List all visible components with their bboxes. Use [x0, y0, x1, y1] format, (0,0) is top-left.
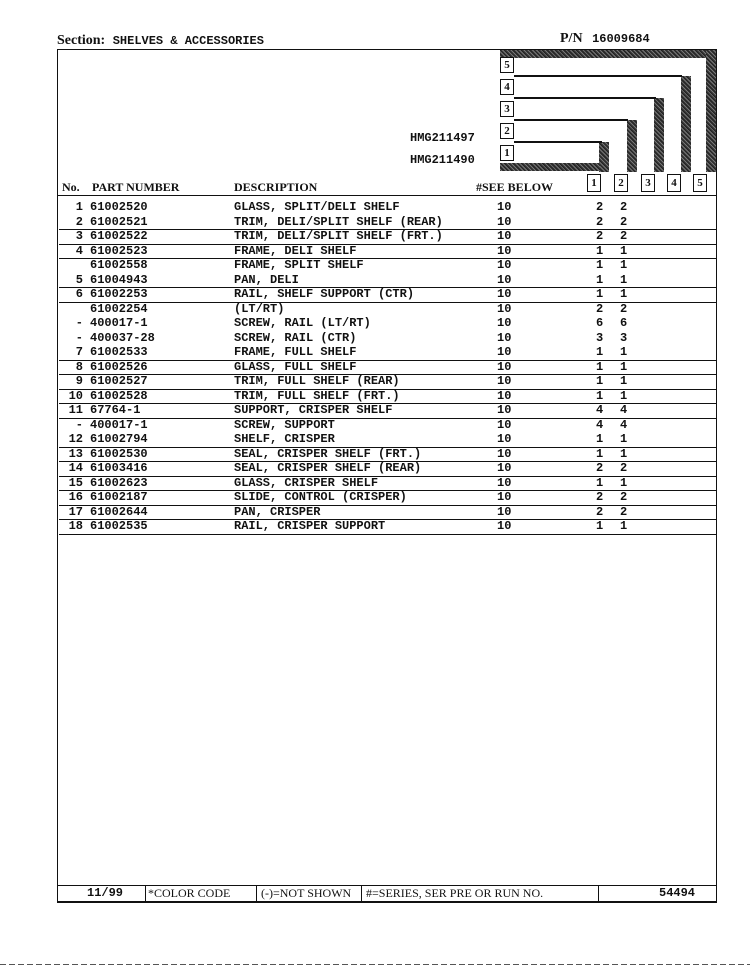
- table-row: [59, 287, 716, 303]
- row-number: 12: [68, 432, 83, 446]
- series-number: 10: [497, 200, 512, 214]
- series-number: 10: [497, 461, 512, 475]
- part-number: 400037-28: [90, 330, 155, 345]
- part-description: FRAME, SPLIT SHELF: [234, 258, 364, 272]
- model-name-2: HMG211497: [410, 131, 475, 145]
- page-bottom-rule: [0, 964, 750, 965]
- col-model-5: 5: [693, 174, 707, 192]
- table-row: [59, 316, 716, 331]
- qty-model-2: 1: [620, 519, 628, 533]
- table-row: [59, 374, 716, 390]
- part-number: 61002523: [90, 243, 148, 258]
- row-number: 5: [75, 272, 83, 287]
- qty-model-2: 1: [620, 272, 628, 287]
- qty-model-1: 4: [596, 403, 604, 417]
- series-number: 10: [497, 243, 512, 258]
- part-description: SHELF, CRISPER: [234, 432, 335, 446]
- qty-model-1: 2: [596, 490, 604, 504]
- table-row: [59, 432, 716, 448]
- series-number: 10: [497, 432, 512, 446]
- row-number: 14: [68, 461, 83, 475]
- qty-model-2: 2: [620, 229, 628, 243]
- part-description: (LT/RT): [234, 301, 285, 316]
- footer-not-shown: (-)=NOT SHOWN: [261, 886, 352, 900]
- table-row: [59, 215, 716, 231]
- part-number: 61002528: [90, 388, 148, 403]
- table-row: [59, 418, 716, 433]
- table-row: [59, 403, 716, 419]
- part-number: 61002522: [90, 229, 148, 243]
- part-description: GLASS, FULL SHELF: [234, 359, 357, 374]
- qty-model-2: 2: [620, 214, 628, 229]
- part-description: PAN, CRISPER: [234, 504, 321, 519]
- col-series: #SEE BELOW: [476, 180, 554, 194]
- footer-bar: [57, 885, 717, 902]
- leader-1: [514, 141, 602, 143]
- part-description: SCREW, RAIL (CTR): [234, 330, 357, 345]
- qty-model-2: 2: [620, 301, 628, 316]
- part-number: 61002644: [90, 504, 148, 519]
- table-row: [59, 505, 716, 521]
- table-row: [59, 490, 716, 506]
- row-number: 16: [68, 490, 83, 504]
- part-number-heading: [560, 31, 650, 47]
- qty-model-2: 1: [620, 258, 628, 272]
- table-row: [59, 229, 716, 245]
- qty-model-2: 1: [620, 374, 628, 388]
- part-description: TRIM, DELI/SPLIT SHELF (REAR): [234, 214, 443, 229]
- tree-col-2: [627, 120, 637, 172]
- qty-model-1: 1: [596, 258, 604, 272]
- table-row: [59, 447, 716, 463]
- part-description: RAIL, CRISPER SUPPORT: [234, 519, 386, 533]
- series-number: 10: [497, 287, 512, 301]
- qty-model-2: 1: [620, 446, 628, 461]
- table-row: [59, 258, 716, 273]
- qty-model-2: 1: [620, 243, 628, 258]
- table-row: [59, 302, 716, 317]
- series-number: 10: [497, 272, 512, 287]
- part-description: SCREW, SUPPORT: [234, 417, 335, 432]
- part-number: 67764-1: [90, 403, 141, 417]
- table-row: [59, 519, 716, 535]
- table-row: [59, 461, 716, 477]
- pn-value: 16009684: [592, 32, 650, 46]
- qty-model-1: 2: [596, 504, 604, 519]
- qty-model-2: 1: [620, 432, 628, 446]
- series-number: 10: [497, 475, 512, 490]
- tree-col-3: [654, 98, 664, 172]
- series-number: 10: [497, 403, 512, 417]
- part-number: 61003416: [90, 461, 148, 475]
- table-row: [59, 389, 716, 405]
- table-row: [59, 331, 716, 346]
- footer-divider: [598, 886, 599, 901]
- series-number: 10: [497, 229, 512, 243]
- part-description: GLASS, SPLIT/DELI SHELF: [234, 200, 400, 214]
- part-number: 61002254: [90, 301, 148, 316]
- qty-model-2: 3: [620, 330, 628, 345]
- series-number: 10: [497, 519, 512, 533]
- row-number: 18: [68, 519, 83, 533]
- part-description: GLASS, CRISPER SHELF: [234, 475, 379, 490]
- qty-model-1: 1: [596, 519, 604, 533]
- part-number: 400017-1: [90, 316, 148, 330]
- footer-divider: [145, 886, 146, 901]
- qty-model-1: 1: [596, 388, 604, 403]
- col-model-4: 4: [667, 174, 681, 192]
- qty-model-1: 6: [596, 316, 604, 330]
- qty-model-1: 1: [596, 287, 604, 301]
- part-number: 61002521: [90, 214, 148, 229]
- row-number: 1: [75, 200, 83, 214]
- leader-4: [514, 75, 682, 77]
- model-box-3: 3: [500, 101, 514, 117]
- qty-model-1: 2: [596, 301, 604, 316]
- part-description: TRIM, FULL SHELF (FRT.): [234, 388, 400, 403]
- row-number: 6: [75, 287, 83, 301]
- qty-model-2: 1: [620, 475, 628, 490]
- part-description: FRAME, FULL SHELF: [234, 345, 357, 359]
- section-heading: [57, 33, 264, 49]
- part-description: FRAME, DELI SHELF: [234, 243, 357, 258]
- series-number: 10: [497, 504, 512, 519]
- part-description: SUPPORT, CRISPER SHELF: [234, 403, 393, 417]
- table-row: [59, 273, 716, 289]
- qty-model-2: 6: [620, 316, 628, 330]
- col-model-2: 2: [614, 174, 628, 192]
- qty-model-2: 4: [620, 403, 628, 417]
- part-description: SEAL, CRISPER SHELF (FRT.): [234, 446, 422, 461]
- series-number: 10: [497, 446, 512, 461]
- row-number: 2: [75, 214, 83, 229]
- qty-model-1: 1: [596, 374, 604, 388]
- table-row: [59, 200, 716, 215]
- series-number: 10: [497, 330, 512, 345]
- series-number: 10: [497, 388, 512, 403]
- part-description: TRIM, DELI/SPLIT SHELF (FRT.): [234, 229, 443, 243]
- row-number: 7: [75, 345, 83, 359]
- series-number: 10: [497, 417, 512, 432]
- model-box-5: 5: [500, 57, 514, 73]
- tree-col-4: [681, 76, 691, 172]
- part-number: 61002253: [90, 287, 148, 301]
- part-description: SEAL, CRISPER SHELF (REAR): [234, 461, 422, 475]
- table-row: [59, 244, 716, 260]
- qty-model-2: 2: [620, 490, 628, 504]
- footer-divider: [256, 886, 257, 901]
- row-number: 17: [68, 504, 83, 519]
- part-number: 61002527: [90, 374, 148, 388]
- col-part-number: PART NUMBER: [92, 180, 180, 194]
- section-label: Section:: [57, 33, 106, 48]
- footer-divider: [361, 886, 362, 901]
- tree-col-5: [706, 50, 716, 172]
- tree-col-1: [599, 142, 609, 172]
- part-description: PAN, DELI: [234, 272, 299, 287]
- footer-color-code: *COLOR CODE: [148, 886, 231, 900]
- series-number: 10: [497, 490, 512, 504]
- table-row: [59, 360, 716, 376]
- qty-model-2: 2: [620, 461, 628, 475]
- qty-model-1: 1: [596, 432, 604, 446]
- part-number: 61002623: [90, 475, 148, 490]
- table-row: [59, 345, 716, 361]
- row-number: 13: [68, 446, 83, 461]
- qty-model-1: 2: [596, 461, 604, 475]
- qty-model-2: 1: [620, 359, 628, 374]
- part-description: RAIL, SHELF SUPPORT (CTR): [234, 287, 415, 301]
- row-number: 11: [68, 403, 83, 417]
- qty-model-1: 1: [596, 272, 604, 287]
- part-number: 61002526: [90, 359, 148, 374]
- series-number: 10: [497, 359, 512, 374]
- col-model-1: 1: [587, 174, 601, 192]
- row-number: -: [75, 316, 83, 330]
- qty-model-2: 1: [620, 345, 628, 359]
- row-number: -: [75, 417, 83, 432]
- part-number: 61004943: [90, 272, 148, 287]
- qty-model-2: 1: [620, 287, 628, 301]
- qty-model-1: 2: [596, 214, 604, 229]
- part-number: 61002533: [90, 345, 148, 359]
- model-box-4: 4: [500, 79, 514, 95]
- qty-model-2: 4: [620, 417, 628, 432]
- qty-model-2: 2: [620, 200, 628, 214]
- tree-band: [500, 50, 716, 58]
- footer-series-note: #=SERIES, SER PRE OR RUN NO.: [366, 886, 544, 900]
- qty-model-1: 4: [596, 417, 604, 432]
- part-number: 61002558: [90, 258, 148, 272]
- series-number: 10: [497, 214, 512, 229]
- part-number: 400017-1: [90, 417, 148, 432]
- model-box-2: 2: [500, 123, 514, 139]
- footer-page-code: 54494: [659, 886, 696, 900]
- series-number: 10: [497, 374, 512, 388]
- qty-model-1: 1: [596, 243, 604, 258]
- row-number: 4: [75, 243, 83, 258]
- row-number: 15: [68, 475, 83, 490]
- row-number: 3: [75, 229, 83, 243]
- qty-model-1: 3: [596, 330, 604, 345]
- qty-model-1: 1: [596, 345, 604, 359]
- part-number: 61002520: [90, 200, 148, 214]
- row-number: 10: [68, 388, 83, 403]
- qty-model-1: 1: [596, 446, 604, 461]
- leader-2: [514, 119, 628, 121]
- model-name-1: HMG211490: [410, 153, 475, 167]
- row-number: 8: [75, 359, 83, 374]
- col-model-3: 3: [641, 174, 655, 192]
- qty-model-1: 2: [596, 229, 604, 243]
- series-number: 10: [497, 316, 512, 330]
- series-number: 10: [497, 258, 512, 272]
- series-number: 10: [497, 345, 512, 359]
- row-number: 9: [75, 374, 83, 388]
- col-description: DESCRIPTION: [234, 180, 318, 194]
- qty-model-2: 2: [620, 504, 628, 519]
- header-rule: [57, 195, 717, 196]
- part-number: 61002187: [90, 490, 148, 504]
- series-number: 10: [497, 301, 512, 316]
- tree-base: [500, 163, 600, 171]
- col-no: No.: [62, 180, 80, 194]
- qty-model-2: 1: [620, 388, 628, 403]
- model-box-1: 1: [500, 145, 514, 161]
- row-number: -: [75, 330, 83, 345]
- leader-3: [514, 97, 656, 99]
- qty-model-1: 1: [596, 475, 604, 490]
- pn-label: P/N: [560, 31, 583, 46]
- table-row: [59, 476, 716, 492]
- section-name: SHELVES & ACCESSORIES: [112, 34, 264, 48]
- part-number: 61002794: [90, 432, 148, 446]
- part-description: SLIDE, CONTROL (CRISPER): [234, 490, 407, 504]
- part-description: SCREW, RAIL (LT/RT): [234, 316, 371, 330]
- part-description: TRIM, FULL SHELF (REAR): [234, 374, 400, 388]
- qty-model-1: 1: [596, 359, 604, 374]
- qty-model-1: 2: [596, 200, 604, 214]
- footer-date: 11/99: [87, 886, 124, 900]
- part-number: 61002535: [90, 519, 148, 533]
- part-number: 61002530: [90, 446, 148, 461]
